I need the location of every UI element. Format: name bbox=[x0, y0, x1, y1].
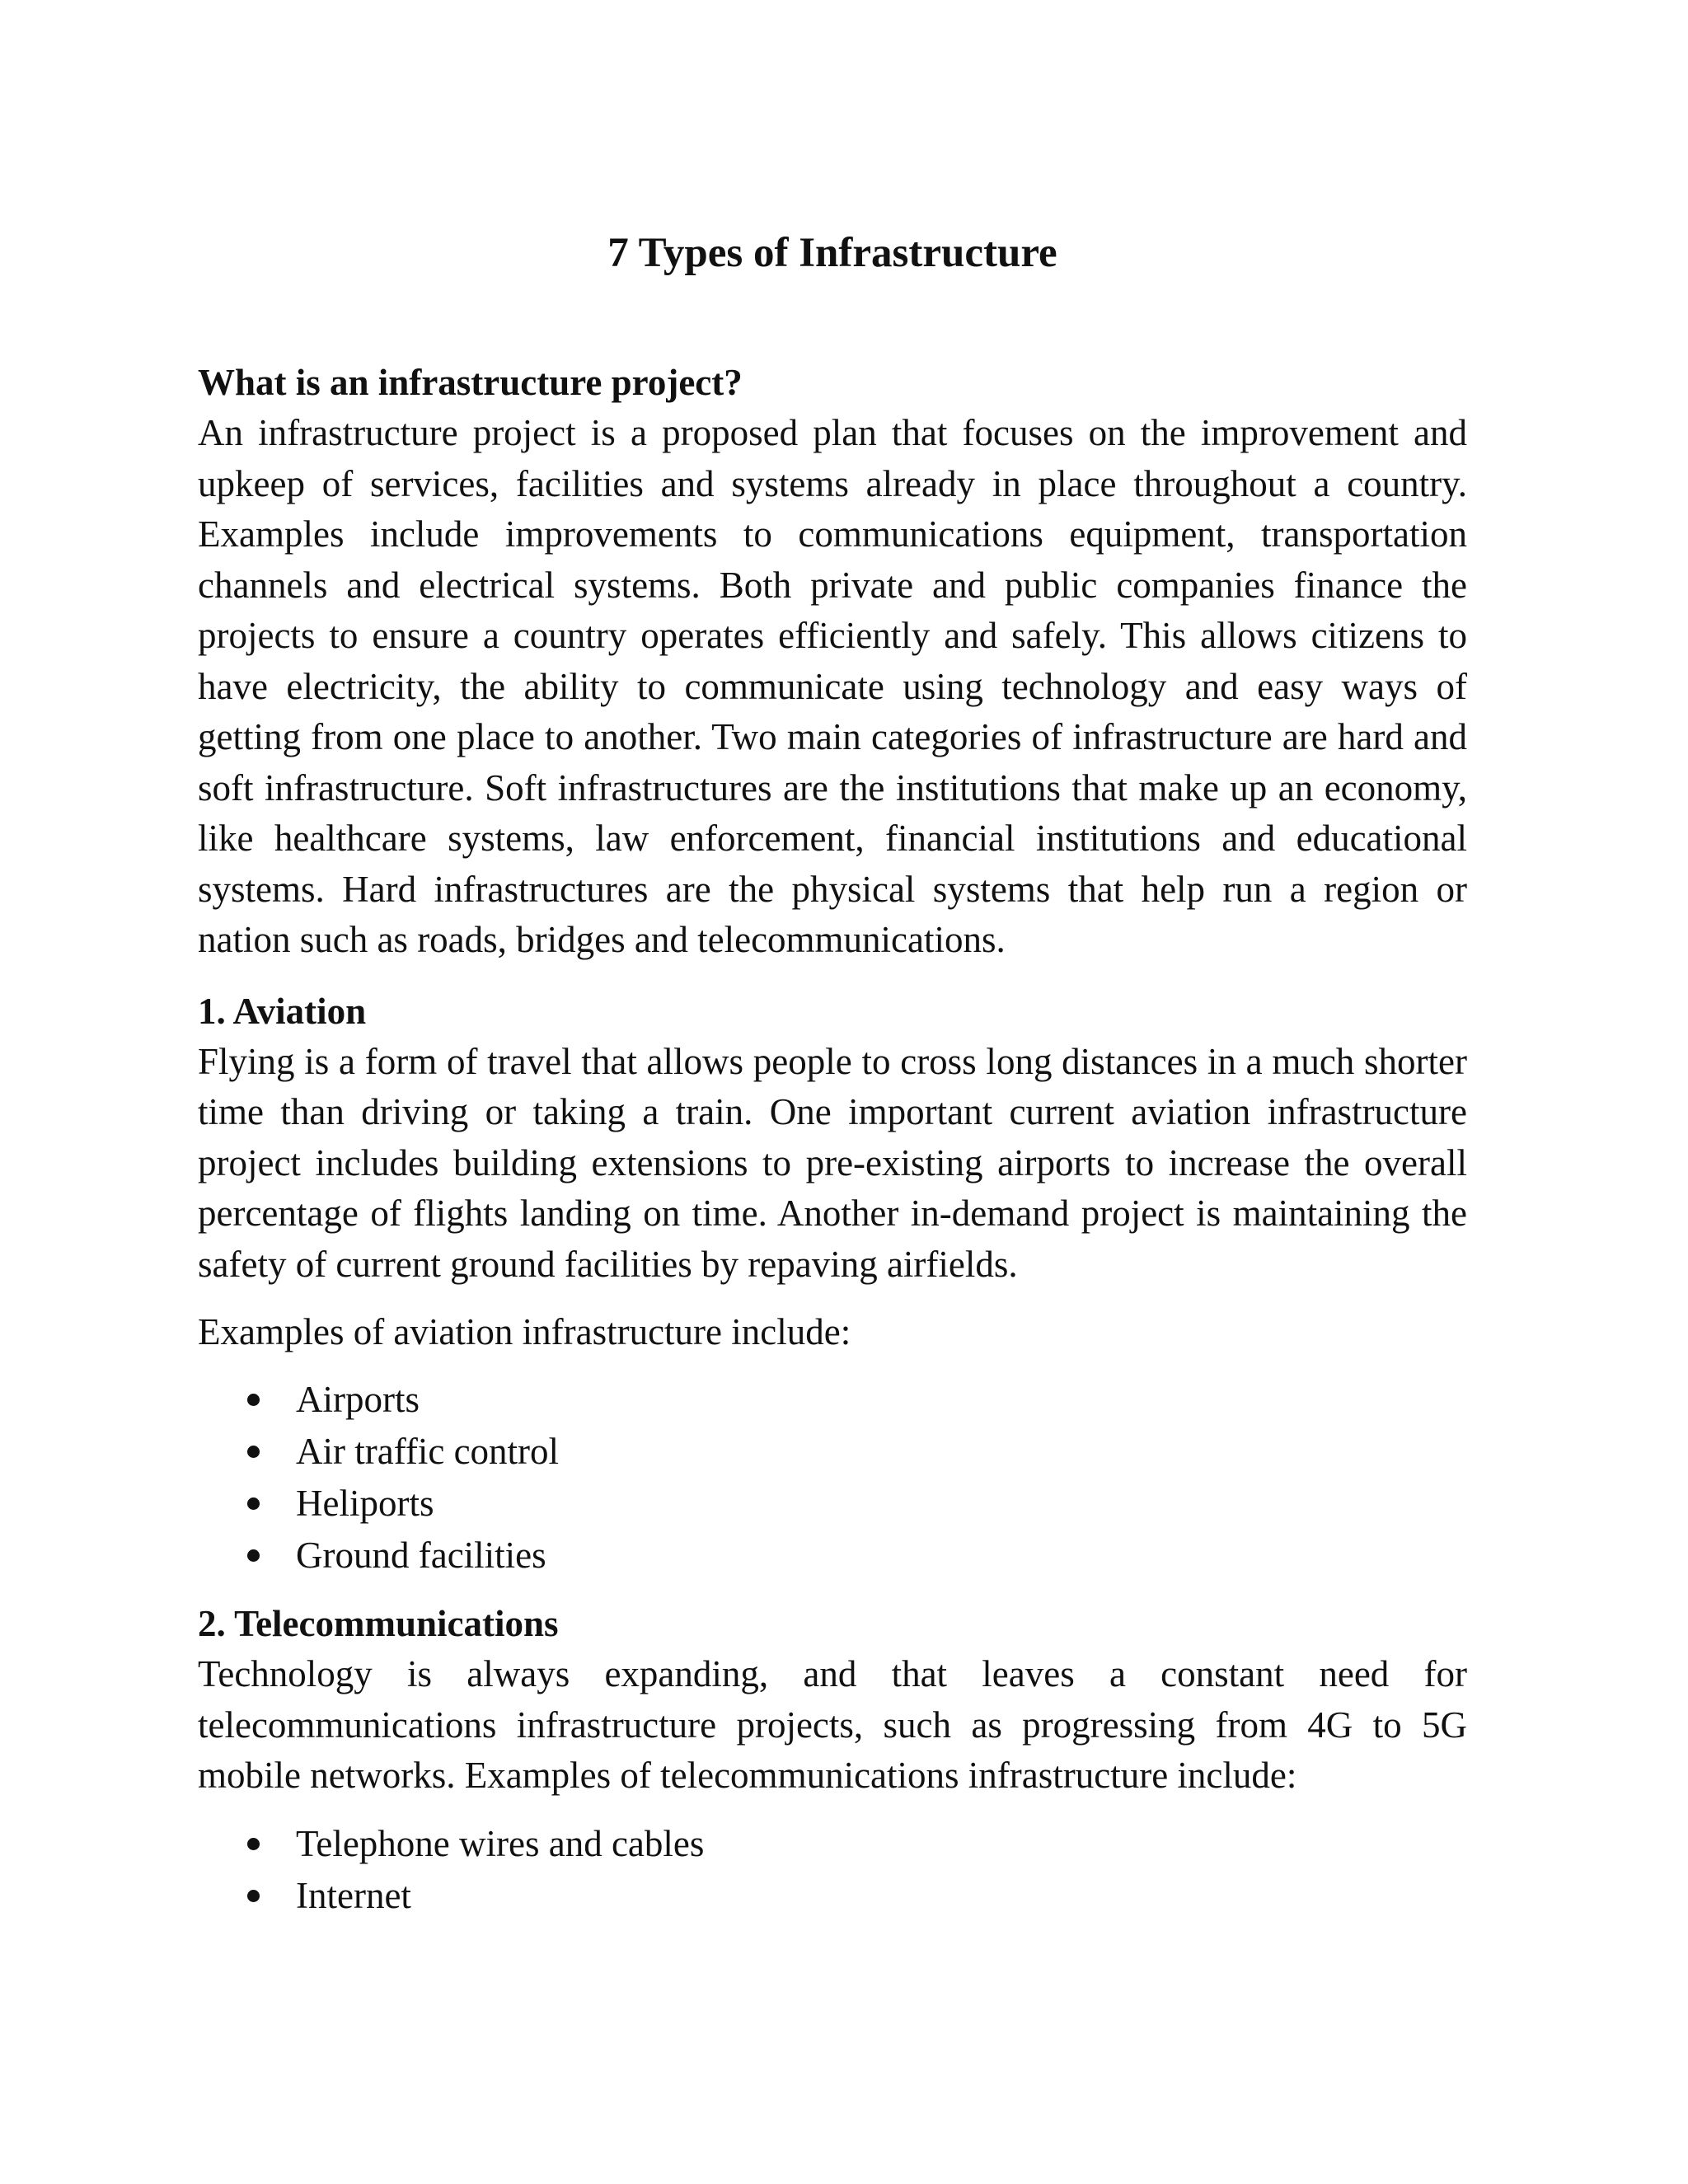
aviation-heading: 1. Aviation bbox=[198, 990, 367, 1032]
spacer bbox=[198, 1357, 1467, 1374]
aviation-section bbox=[198, 986, 1467, 1582]
list-item-label: Ground facilities bbox=[296, 1535, 546, 1576]
aviation-examples-list bbox=[198, 1374, 1467, 1582]
bullet-icon bbox=[247, 1497, 260, 1510]
telecom-heading: 2. Telecommunications bbox=[198, 1603, 559, 1644]
bullet-icon bbox=[247, 1890, 260, 1902]
intro-paragraph: An infrastructure project is a proposed plan that focuses on the improvement and upkeep of services, facilities and systems already in place throughout a country. Examples include improvements to communications equipment, transportation channels and electrical systems. Both private and public companies finance the projects to ensure a country operates efficiently and safely. This allows citizens to have electricity, the ability to communicate using technology and easy ways of getting from one place to another. Two main categories of infrastructure are hard and soft infrastructure. Soft infrastructures are the institutions that make up an economy, like healthcare systems, law enforcement, financial institutions and educational systems. Hard infrastructures are the physical systems that help run a region or nation such as roads, bridges and telecommunications. bbox=[198, 412, 1467, 960]
bullet-icon bbox=[247, 1394, 260, 1406]
intro-section bbox=[198, 357, 1467, 966]
list-item-label: Airports bbox=[296, 1379, 420, 1420]
aviation-examples-intro: Examples of aviation infrastructure include: bbox=[198, 1311, 851, 1352]
list-item bbox=[198, 1818, 1467, 1870]
telecom-paragraph: Technology is always expanding, and that leaves a constant need for telecommunications infrastructure projects, such as progressing from 4G to 5G mobile networks. Examples of telecommunications infrastructure include: bbox=[198, 1653, 1467, 1796]
telecom-section bbox=[198, 1598, 1467, 1922]
aviation-paragraph: Flying is a form of travel that allows people to cross long distances in a much shorter time than driving or taking a train. One important current aviation infrastructure project includes building extensions to pre-existing airports to increase the overall percentage of flights landing on time. Another in-demand project is maintaining the safety of current ground facilities by repaving airfields. bbox=[198, 1040, 1467, 1285]
list-item-label: Heliports bbox=[296, 1483, 434, 1524]
list-item bbox=[198, 1530, 1467, 1582]
telecom-examples-list bbox=[198, 1818, 1467, 1922]
intro-heading: What is an infrastructure project? bbox=[198, 362, 743, 403]
list-item bbox=[198, 1870, 1467, 1922]
list-item bbox=[198, 1374, 1467, 1426]
spacer bbox=[198, 1290, 1467, 1306]
document-title: 7 Types of Infrastructure bbox=[607, 230, 1057, 276]
document-content bbox=[198, 357, 1467, 1922]
bullet-icon bbox=[247, 1446, 260, 1458]
spacer bbox=[198, 966, 1467, 986]
list-item-label: Internet bbox=[296, 1874, 411, 1916]
bullet-icon bbox=[247, 1838, 260, 1850]
list-item-label: Air traffic control bbox=[296, 1431, 560, 1472]
spacer bbox=[198, 1802, 1467, 1818]
list-item bbox=[198, 1478, 1467, 1530]
spacer bbox=[198, 1582, 1467, 1598]
list-item-label: Telephone wires and cables bbox=[296, 1822, 705, 1864]
bullet-icon bbox=[247, 1549, 260, 1562]
list-item bbox=[198, 1426, 1467, 1478]
